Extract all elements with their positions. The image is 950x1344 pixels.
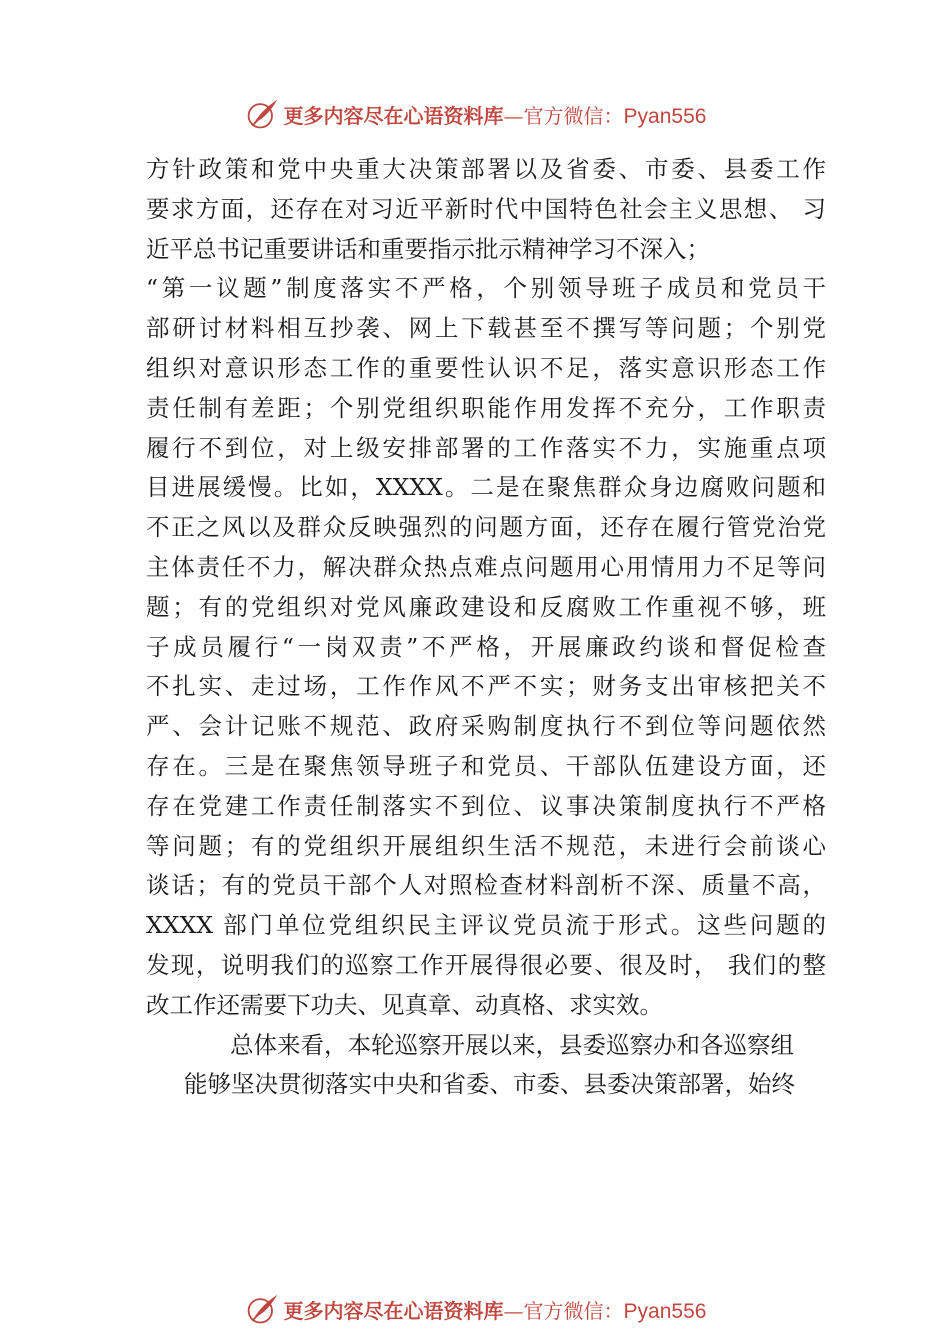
text-line: 组织对意识形态工作的重要性认识不足，落实意识形态工作 — [146, 353, 826, 382]
text-line: 发现，说明我们的巡察工作开展得很必要、很及时， 我们的整 — [146, 950, 826, 979]
watermark-dash: — — [503, 103, 524, 128]
text-line: 改工作还需要下功夫、见真章、动真格、求实效。 — [146, 990, 663, 1019]
text-line: 存在。三是在聚焦领导班子和党员、干部队伍建设方面，还 — [146, 751, 826, 780]
text-line: 不扎实、走过场，工作作风不严不实；财务支出审核把关不 — [146, 672, 826, 701]
text-line: 部研讨材料相互抄袭、网上下载甚至不撰写等问题；个别党 — [146, 314, 826, 343]
quill-logo-icon — [244, 96, 282, 132]
watermark-dash: — — [503, 1298, 524, 1323]
text-line: 要求方面，还存在对习近平新时代中国特色社会主义思想、 习 — [146, 194, 826, 223]
watermark-footer — [0, 1289, 950, 1329]
text-line: 子成员履行“一岗双责”不严格，开展廉政约谈和督促检查 — [146, 632, 826, 661]
text-line: 严、会计记账不规范、政府采购制度执行不到位等问题依然 — [146, 712, 826, 741]
watermark-text — [284, 1295, 707, 1324]
watermark-id: Pyan556 — [623, 1299, 707, 1323]
text-line: 近平总书记重要讲话和重要指示批示精神学习不深入； — [146, 234, 710, 263]
text-line: XXXX 部门单位党组织民主评议党员流于形式。这些问题的 — [146, 911, 826, 940]
watermark-text — [284, 100, 707, 129]
watermark-id: Pyan556 — [623, 104, 707, 128]
watermark-main: 更多内容尽在心语资料库 — [283, 1298, 504, 1323]
text-line: 存在党建工作责任制落实不到位、议事决策制度执行不严格 — [146, 791, 826, 820]
watermark-main: 更多内容尽在心语资料库 — [283, 103, 504, 128]
text-line: 履行不到位，对上级安排部署的工作落实不力，实施重点项 — [146, 433, 826, 462]
text-line: 方针政策和党中央重大决策部署以及省委、市委、县委工作 — [146, 155, 826, 183]
quill-logo-icon — [244, 1291, 282, 1327]
watermark-wechat: 官方微信： — [523, 1298, 624, 1323]
watermark-header — [0, 94, 950, 134]
watermark-wechat: 官方微信： — [523, 103, 624, 128]
text-line: “第一议题”制度落实不严格，个别领导班子成员和党员干 — [146, 274, 826, 303]
text-line: 题；有的党组织对党风廉政建设和反腐败工作重视不够，班 — [146, 592, 826, 621]
text-line: 能够坚决贯彻落实中央和省委、市委、县委决策部署，始终 — [184, 1070, 795, 1099]
document-body — [146, 150, 826, 1105]
text-line: 责任制有差距；个别党组织职能作用发挥不充分，工作职责 — [146, 393, 826, 422]
text-line: 主体责任不力，解决群众热点难点问题用心用情用力不足等问 — [146, 552, 826, 581]
text-line: 谈话；有的党员干部个人对照检查材料剖析不深、质量不高， — [146, 871, 826, 900]
text-line: 不正之风以及群众反映强烈的问题方面，还存在履行管党治党 — [146, 513, 826, 542]
text-line: 等问题；有的党组织开展组织生活不规范，未进行会前谈心 — [146, 831, 826, 860]
paragraph-first-line: 总体来看，本轮巡察开展以来，县委巡察办和各巡察组 — [230, 1030, 794, 1059]
text-line: 目进展缓慢。比如，XXXX。二是在聚焦群众身边腐败问题和 — [146, 473, 826, 502]
